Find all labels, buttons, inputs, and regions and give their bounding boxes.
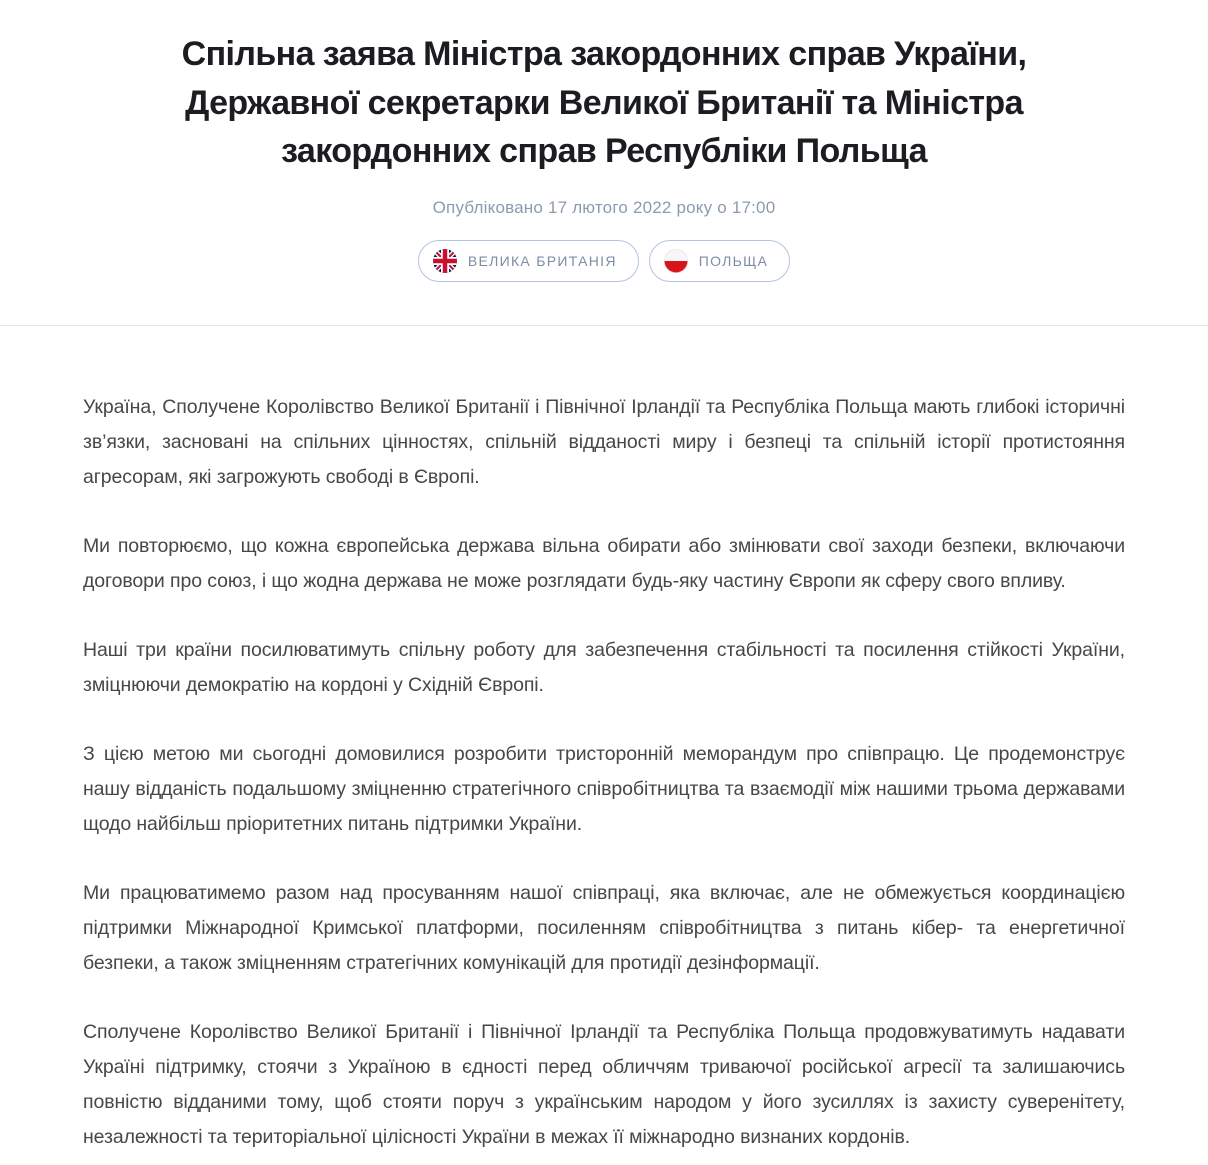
article-header bbox=[0, 0, 1208, 282]
published-date: Опубліковано 17 лютого 2022 року о 17:00 bbox=[432, 197, 776, 217]
article-paragraph: Наші три країни посилюватимуть спільну роботу для забезпечення стабільності та посилення стійкості України, зміцнюючи демократію на кордоні у Східній Європі. bbox=[83, 638, 1125, 696]
country-tags-row bbox=[0, 240, 1208, 282]
tag-poland[interactable] bbox=[649, 240, 790, 282]
article-body bbox=[83, 326, 1125, 1165]
article-paragraph: Україна, Сполучене Королівство Великої Британії і Північної Ірландії та Республіка Польща мають глибокі історичні зв’язки, засновані на спільних цінностях, спільній відданості миру і безпеці та спільній історії протистояння агресорам, які загрожують свободі в Європі. bbox=[83, 395, 1125, 488]
tag-label: ПОЛЬЩА bbox=[698, 252, 769, 269]
page-title: Спільна заява Міністра закордонних справ України, Державної секретарки Великої Британії та Міністра закордонних справ Республіки Польща bbox=[181, 35, 1027, 171]
tag-united-kingdom[interactable] bbox=[418, 240, 639, 282]
article-paragraph: Сполучене Королівство Великої Британії і Північної Ірландії та Республіка Польща продовжуватимуть надавати Україні підтримку, стоячи з Україною в єдності перед обличчям триваючої російської агресії та залишаючись повністю відданими тому, щоб стояти поруч з українським народом у його зусиллях із захисту суверенітету, незалежності та територіальної цілісності України в межах її міжнародно визнаних кордонів. bbox=[83, 1020, 1125, 1148]
article-paragraph: Ми працюватимемо разом над просуванням нашої співпраці, яка включає, але не обмежується координацією підтримки Міжнародної Кримської платформи, посиленням співробітництва з питань кібер- та енергетичної безпеки, а також зміцненням стратегічних комунікацій для протидії дезінформації. bbox=[83, 881, 1125, 974]
article-paragraph: Ми повторюємо, що кожна європейська держава вільна обирати або змінювати свої заходи безпеки, включаючи договори про союз, і що жодна держава не може розглядати будь-яку частину Європи як сферу свого впливу. bbox=[83, 534, 1125, 592]
poland-flag-icon bbox=[664, 249, 688, 273]
tag-label: ВЕЛИКА БРИТАНІЯ bbox=[467, 252, 617, 269]
uk-flag-icon bbox=[433, 249, 457, 273]
article-paragraph: З цією метою ми сьогодні домовилися розробити тристоронній меморандум про співпрацю. Це продемонструє нашу відданість подальшому зміцненню стратегічного співробітництва та взаємодії між нашими трьома державами щодо найбільш пріоритетних питань підтримки України. bbox=[83, 742, 1125, 835]
